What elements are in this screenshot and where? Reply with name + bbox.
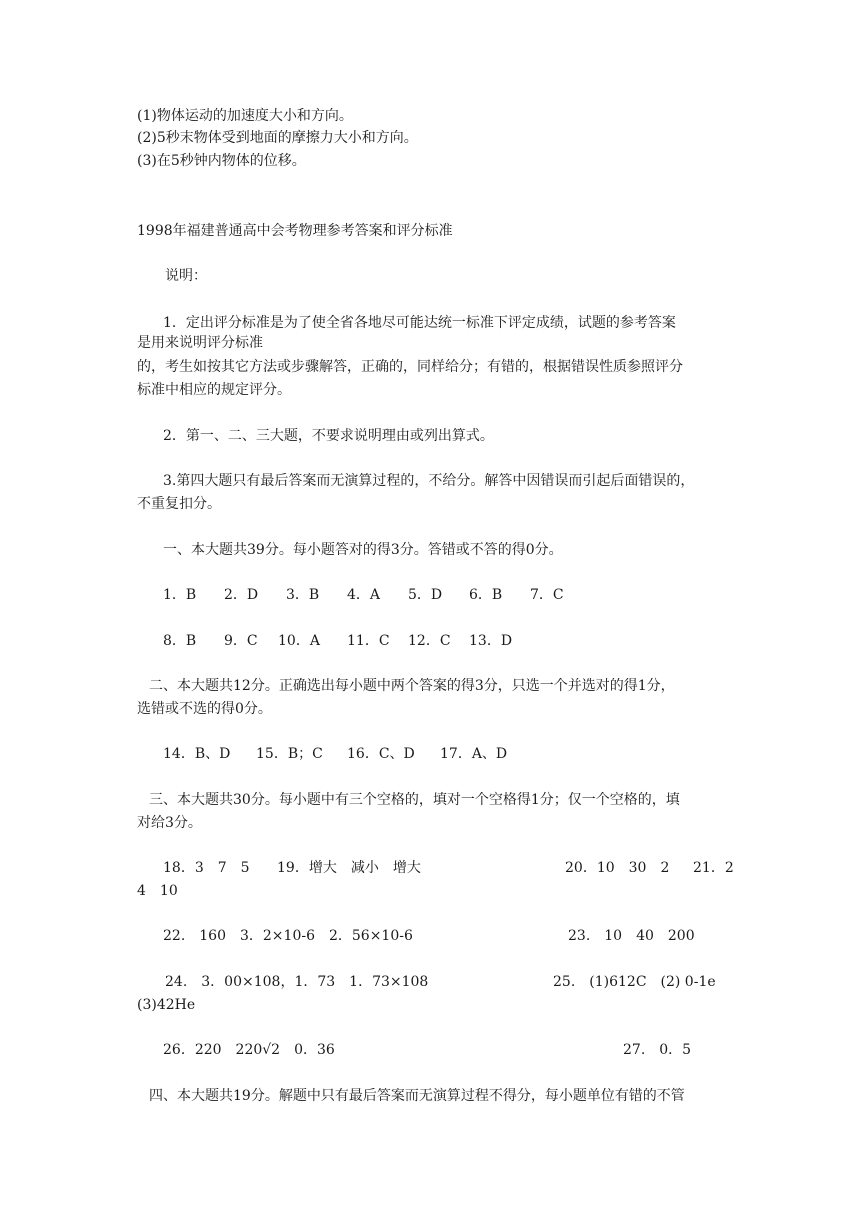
section-2-header-line-2: 选错或不选的得0分。 bbox=[137, 701, 272, 717]
answer-14: 14．B、D bbox=[163, 746, 231, 762]
answer-24: 24. 3．00×108，1．73 1．73×108 bbox=[165, 974, 429, 990]
note-1-line-3: 的，考生如按其它方法或步骤解答，正确的，同样给分；有错的，根据错误性质参照评分 bbox=[137, 359, 683, 375]
section-3-header-line-1: 三、本大题共30分。每小题中有三个空格的，填对一个空格得1分；仅一个空格的，填 bbox=[149, 792, 680, 808]
answer-18: 18．3 7 5 bbox=[163, 860, 250, 876]
answer-16: 16．C、D bbox=[347, 746, 415, 762]
answer-15: 15．B；C bbox=[256, 746, 323, 762]
answer-7: 7．C bbox=[530, 587, 564, 603]
answer-19: 19．增大 减小 增大 bbox=[277, 860, 421, 876]
answer-title: 1998年福建普通高中会考物理参考答案和评分标准 bbox=[137, 223, 453, 239]
answer-20: 20．10 30 2 bbox=[565, 860, 670, 876]
answer-6: 6．B bbox=[469, 587, 503, 603]
answer-8: 8．B bbox=[163, 633, 197, 649]
answer-1: 1．B bbox=[163, 587, 197, 603]
answer-2: 2．D bbox=[224, 587, 259, 603]
answer-4: 4．A bbox=[347, 587, 381, 603]
answer-12: 12．C bbox=[408, 633, 451, 649]
answer-21-end: 4 10 bbox=[137, 883, 178, 899]
answer-10: 10．A bbox=[278, 633, 320, 649]
note-1-line-2: 是用来说明评分标准 bbox=[137, 335, 263, 351]
answer-23: 23. 10 40 200 bbox=[568, 928, 695, 944]
note-3-line-1: 3.第四大题只有最后答案而无演算过程的，不给分。解答中因错误而引起后面错误的， bbox=[163, 473, 695, 489]
note-1-line-4: 标准中相应的规定评分。 bbox=[137, 382, 291, 398]
section-1-header: 一、本大题共39分。每小题答对的得3分。答错或不答的得0分。 bbox=[163, 542, 563, 558]
answer-25-start: 25. (1)612C (2) 0-1e bbox=[553, 974, 716, 990]
question-3: (3)在5秒钟内物体的位移。 bbox=[137, 153, 306, 169]
answer-9: 9．C bbox=[224, 633, 258, 649]
note-3-line-2: 不重复扣分。 bbox=[137, 496, 221, 512]
section-2-header-line-1: 二、本大题共12分。正确选出每小题中两个答案的得3分，只选一个并选对的得1分， bbox=[149, 678, 675, 694]
question-2: (2)5秒末物体受到地面的摩擦力大小和方向。 bbox=[137, 130, 418, 146]
answer-21-start: 21．2 bbox=[693, 860, 734, 876]
answer-22: 22. 160 3．2×10-6 2．56×10-6 bbox=[163, 928, 413, 944]
answer-11: 11．C bbox=[347, 633, 390, 649]
answer-17: 17．A、D bbox=[440, 746, 508, 762]
note-1-line-1: 1．定出评分标准是为了使全省各地尽可能达统一标准下评定成绩，试题的参考答案 bbox=[163, 315, 676, 331]
answer-5: 5．D bbox=[408, 587, 443, 603]
answer-26: 26．220 220√2 0．36 bbox=[163, 1042, 335, 1058]
note-2: 2．第一、二、三大题，不要求说明理由或列出算式。 bbox=[163, 428, 494, 444]
answer-13: 13．D bbox=[469, 633, 513, 649]
answer-25-end: (3)42He bbox=[137, 997, 196, 1013]
answer-27: 27. 0．5 bbox=[623, 1042, 692, 1058]
answer-3: 3．B bbox=[286, 587, 320, 603]
section-3-header-line-2: 对给3分。 bbox=[137, 815, 202, 831]
section-4-header: 四、本大题共19分。解题中只有最后答案而无演算过程不得分，每小题单位有错的不管 bbox=[149, 1088, 685, 1104]
note-label: 说明： bbox=[165, 268, 207, 284]
question-1: (1)物体运动的加速度大小和方向。 bbox=[137, 108, 353, 124]
